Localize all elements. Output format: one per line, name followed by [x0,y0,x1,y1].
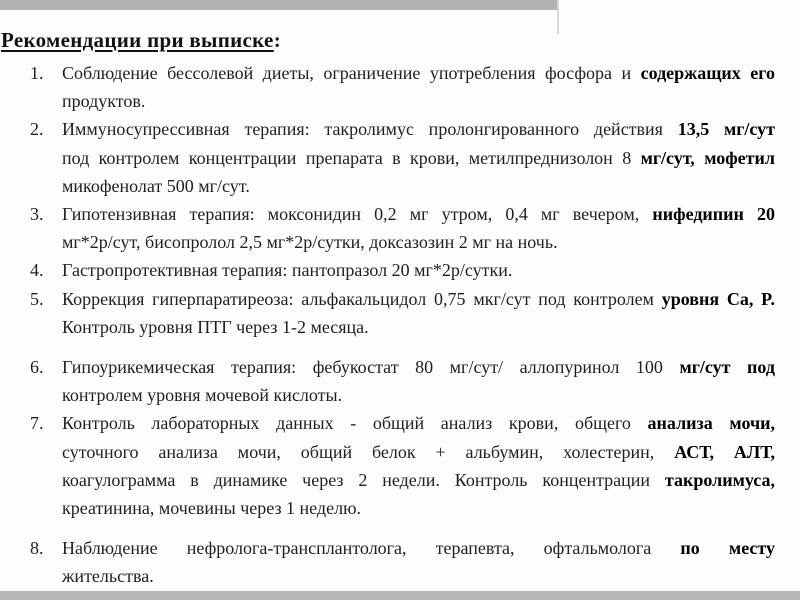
text-segment: Гипотензивная терапия: моксонидин 0,2 мг утром, 0,4 мг вечером, [62,204,653,225]
scan-artifact-top-edge [557,0,559,34]
bold-text-segment: такролимуса, [664,469,775,490]
bold-text-segment: 13,5 мг/сут [677,119,776,140]
recommendations-list [0,59,775,591]
text-line [62,562,775,590]
text-segment: продуктов. [62,91,146,112]
item-number: 2. [30,119,44,140]
text-segment: Наблюдение нефролога-трансплантолога, терапевта, офтальмолога [62,538,681,559]
text-line [62,256,775,284]
bold-text-segment: нифедипин 20 [652,204,775,225]
page-title-text: Рекомендации при выписке [1,28,274,52]
text-segment: суточного анализа мочи, общий белок + альбумин, холестерин, [62,441,675,462]
text-line [62,353,775,381]
item-number: 8. [30,538,44,559]
text-line [62,87,775,115]
text-line [62,313,775,341]
list-item [0,59,775,115]
item-text [62,534,775,590]
item-number: 6. [30,357,44,378]
item-text [62,353,775,409]
text-line [62,438,775,466]
list-item [0,115,775,200]
page-title-colon: : [273,28,281,52]
text-segment: Контроль лабораторных данных - общий анализ крови, общего [62,413,648,434]
list-item [0,409,775,522]
item-text [62,200,775,256]
scan-artifact-top-band [0,0,557,10]
bold-text-segment: содержащих его [640,63,775,83]
list-item [0,200,775,256]
item-text [62,285,775,341]
text-segment: микофенолат 500 мг/сут. [62,175,250,196]
item-number: 3. [30,204,44,225]
text-line [62,285,775,313]
list-item [0,256,775,284]
text-segment: креатинина, мочевины через 1 неделю. [62,498,362,519]
item-text [62,256,775,284]
bold-text-segment: мг/сут, мофетил [640,147,775,168]
item-text [62,115,775,200]
item-number: 4. [30,260,44,281]
page-title [1,27,281,53]
text-segment: коагулограмма в динамике через 2 недели. Контроль концентрации [62,469,665,490]
item-number: 7. [30,413,44,434]
item-text [62,59,775,115]
text-segment: Коррекция гиперпаратиреоза: альфакальцидол 0,75 мкг/сут под контролем [62,288,662,309]
text-segment: под контролем концентрации препарата в крови, метилпреднизолон 8 [62,147,641,168]
text-line [62,494,775,522]
text-segment: Гастропротективная терапия: пантопразол 20 мг*2р/сутки. [62,260,513,281]
text-line [62,144,775,172]
bold-text-segment: мг/сут под [679,357,775,378]
bold-text-segment: уровня Ca, P. [661,288,775,309]
bold-text-segment: по месту [680,538,775,559]
scan-artifact-bottom-band [0,591,800,600]
bold-text-segment: анализа мочи, [647,413,776,434]
text-line [62,172,775,200]
text-line [62,59,775,87]
text-segment: жительства. [62,566,154,587]
list-item [0,534,775,590]
text-segment: Соблюдение бессолевой диеты, ограничение употребления фосфора и [62,63,641,83]
text-segment: Иммуносупрессивная терапия: такролимус пролонгированного действия [62,119,678,140]
item-number: 1. [30,63,44,83]
text-line [62,115,775,143]
text-segment: мг*2р/сут, бисопролол 2,5 мг*2р/сутки, доксазозин 2 мг на ночь. [62,232,558,253]
item-text [62,409,775,522]
text-line [62,534,775,562]
text-line [62,409,775,437]
text-line [62,381,775,409]
text-segment: Контроль уровня ПТГ через 1-2 месяца. [62,316,369,337]
list-item [0,285,775,341]
list-item [0,353,775,409]
text-segment: Гипоурикемическая терапия: фебукостат 80 мг/сут/ аллопуринол 100 [62,357,680,378]
text-line [62,200,775,228]
text-segment: контролем уровня мочевой кислоты. [62,385,343,406]
text-line [62,466,775,494]
item-number: 5. [30,288,44,309]
text-line [62,228,775,256]
bold-text-segment: АСТ, АЛТ, [674,441,776,462]
